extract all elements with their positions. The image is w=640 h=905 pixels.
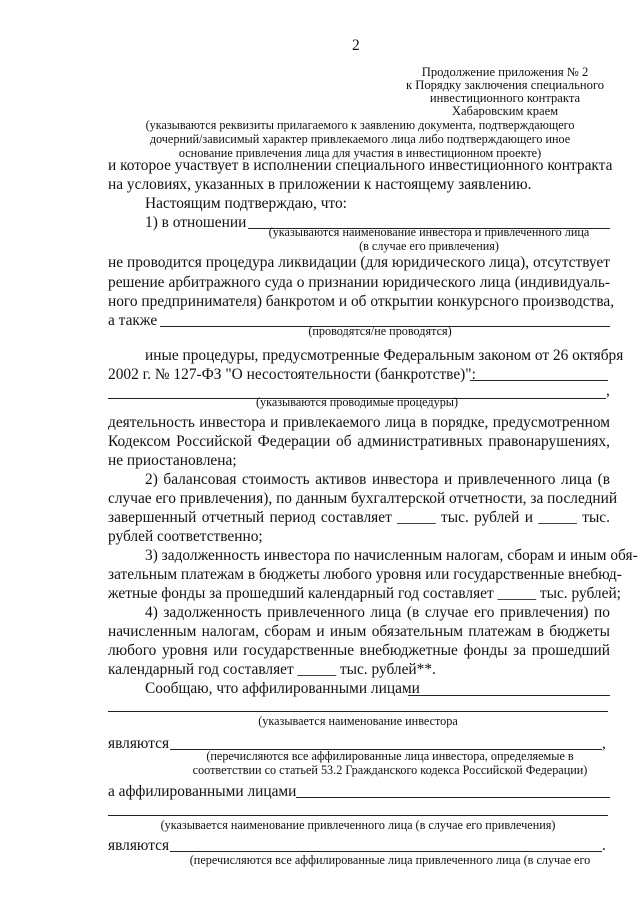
paragraph-line: завершенный отчетный период составляет _____ тыс. рублей и _____ тыс. xyxy=(108,509,610,526)
affiliates-note-2 xyxy=(170,749,610,777)
paragraph-line: любого уровня или государственные внебюджетные фонды за прошедший xyxy=(108,642,610,659)
header-line-3: инвестиционного контракта xyxy=(429,91,581,105)
item1-note xyxy=(248,225,610,253)
confirm-text: Настоящим подтверждаю, что: xyxy=(145,195,347,212)
item1-lead: 1) в отношении xyxy=(145,214,247,231)
paragraph-line: деятельность инвестора и привлекаемого лица в порядке, предусмотренном xyxy=(108,414,610,431)
paragraph-line: Кодексом Российской Федерации об административных правонарушениях, xyxy=(108,433,610,450)
item1-note-4: (указываются проводимые процедуры) xyxy=(255,395,459,409)
blank-line xyxy=(108,711,608,712)
affiliates-lead-2: а аффилированными лицами xyxy=(108,783,297,800)
paragraph-line: случае его привлечения), по данным бухгалтерской отчетности, за последний xyxy=(108,490,618,507)
paragraph-line: 3) задолженность инвестора по начисленным налогам, сборам и иным обя- xyxy=(145,547,638,564)
affiliates-note-2-line-1: (перечисляются все аффилированные лица инвестора, определяемые в xyxy=(206,749,574,763)
paragraph-line: 2) балансовая стоимость активов инвестора и привлеченного лица (в xyxy=(145,471,610,488)
paragraph-line: календарный год составляет _____ тыс. рублей**. xyxy=(108,661,436,678)
paragraph-line: не приостановлена; xyxy=(108,452,237,469)
paragraph-line: и которое участвует в исполнении специального инвестиционного контракта xyxy=(108,157,613,174)
affiliates-note-4: (указывается наименование привлеченного лица (в случае его привлечения) xyxy=(160,818,556,832)
top-note-line-1: (указываются реквизиты прилагаемого к заявлению документа, подтверждающего xyxy=(145,118,575,132)
period: . xyxy=(602,837,606,854)
item1-note-line-1: (указываются наименование инвестора и привлеченного лица xyxy=(268,225,590,239)
page-number: 2 xyxy=(352,37,360,54)
blank-line xyxy=(170,851,602,852)
comma: , xyxy=(602,735,606,752)
blank-line xyxy=(108,815,608,816)
affiliates-lead: Сообщаю, что аффилированными лицами xyxy=(145,680,420,697)
paragraph-line: зательным платежам в бюджеты любого уровня или государственные внебюд- xyxy=(108,566,622,583)
paragraph-line: жетные фонды за прошедший календарный год составляет _____ тыс. рублей; xyxy=(108,585,621,602)
top-note-line-2: дочерний/зависимый характер привлекаемого лица либо подтверждающего иное xyxy=(149,132,571,146)
paragraph-line: начисленным налогам, сборам и иным обязательным платежам в бюджеты xyxy=(108,623,610,640)
affiliates-note-5: (перечисляются все аффилированные лица привлеченного лица (в случае его xyxy=(189,853,591,867)
affiliates-note-2-line-2: соответствии со статьей 53.2 Гражданского кодекса Российской Федерации) xyxy=(192,763,588,777)
paragraph-line: решение арбитражного суда о признании юридического лица (индивидуаль- xyxy=(108,274,610,291)
header-line-1: Продолжение приложения № 2 xyxy=(421,65,589,79)
paragraph-line: на условиях, указанных в приложении к настоящему заявлению. xyxy=(108,176,532,193)
item1-note-line-2: (в случае его привлечения) xyxy=(359,239,499,253)
paragraph-line: а также xyxy=(108,312,158,329)
blank-line xyxy=(470,380,608,381)
header-line-2: к Порядку заключения специального xyxy=(405,78,605,92)
paragraph-line: 2002 г. № 127-ФЗ "О несостоятельности (банкротстве)": xyxy=(108,366,476,383)
blank-line xyxy=(296,797,610,798)
header-line-4: Хабаровским краем xyxy=(451,104,559,118)
paragraph-line: иные процедуры, предусмотренные Федеральным законом от 26 октября xyxy=(145,347,624,364)
top-note-line-3: основание привлечения лица для участия в инвестиционном проекте) xyxy=(178,146,542,160)
top-note xyxy=(110,118,610,160)
item1-note-3: (проводятся/не проводятся) xyxy=(308,324,452,338)
paragraph-line: рублей соответственно; xyxy=(108,528,263,545)
affiliates-note-1: (указывается наименование инвестора xyxy=(258,714,458,728)
are-label: являются xyxy=(108,735,170,752)
comma: , xyxy=(606,382,610,399)
paragraph-line: не проводится процедура ликвидации (для юридического лица), отсутствует xyxy=(108,254,610,271)
paragraph-line: 4) задолженность привлеченного лица (в случае его привлечения) по xyxy=(145,604,610,621)
are-label: являются xyxy=(108,837,170,854)
paragraph-line: ного предпринимателя) банкротом и об открытии конкурсного производства, xyxy=(108,293,615,310)
blank-line xyxy=(408,695,610,696)
appendix-header xyxy=(400,66,610,118)
